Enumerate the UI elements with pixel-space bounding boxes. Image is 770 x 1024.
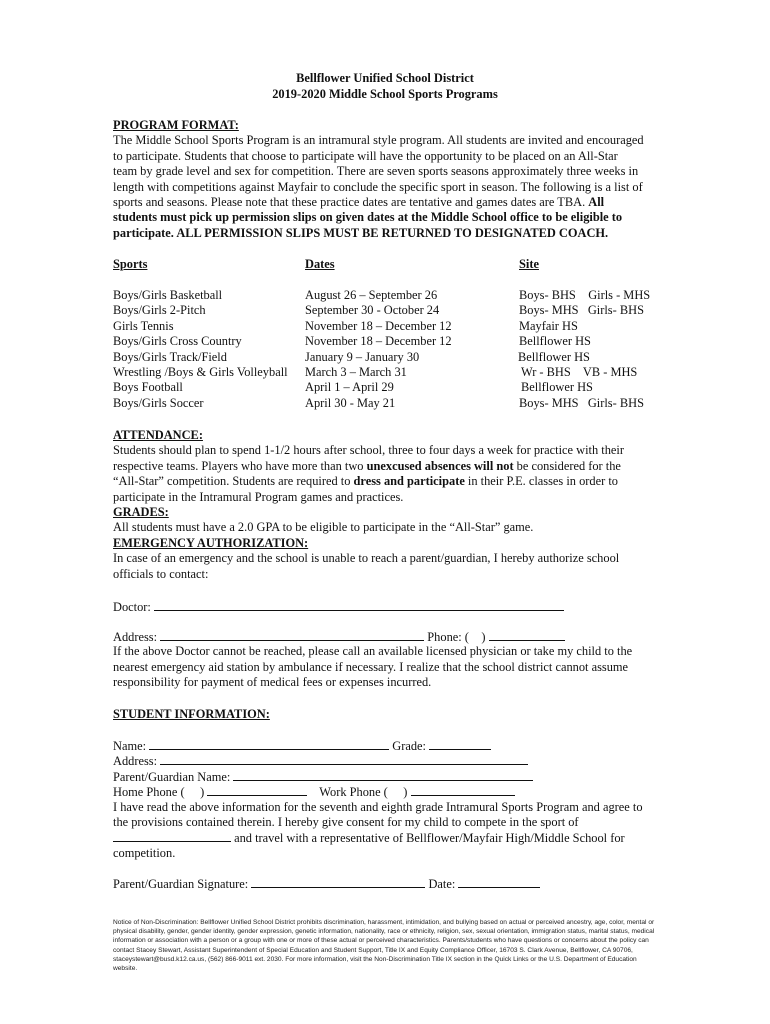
attendance-emphasis: unexcused absences will not (366, 458, 514, 473)
program-format-line (113, 195, 604, 210)
address-label: Address: (113, 630, 158, 644)
sport-cell: Boys/Girls Track/Field (113, 349, 227, 364)
home-phone-label: Home Phone ( ) (113, 785, 205, 800)
emergency-line: In case of an emergency and the school is unable to reach a parent/guardian, I hereby authorize school (113, 551, 620, 566)
program-format-line-text: sports and seasons. Please note that these practice dates are tentative and games dates are TBA. (113, 195, 586, 209)
phone-label: Phone: ( ) (427, 630, 486, 644)
attendance-line: Students should plan to spend 1-1/2 hours after school, three to four days a week for practice with their (113, 443, 624, 458)
consent-line: and travel with a representative of Bellflower/Mayfair High/Middle School for (234, 831, 625, 846)
site-cell: Wr - BHS VB - MHS (521, 365, 638, 379)
guardian-name-field[interactable] (233, 769, 533, 781)
sport-cell: Boys/Girls 2-Pitch (113, 303, 206, 318)
program-format-line: The Middle School Sports Program is an intramural style program. All students are invited and encouraged (113, 133, 644, 148)
grades-text: All students must have a 2.0 GPA to be eligible to participate in the “All-Star” game. (113, 520, 534, 535)
program-format-bold-line: participate. ALL PERMISSION SLIPS MUST BE RETURNED TO DESIGNATED COACH. (113, 225, 609, 240)
site-cell: Mayfair HS (519, 318, 578, 333)
doctor-label: Doctor: (113, 600, 151, 614)
attendance-text: “All-Star” competition. Students are required to (113, 474, 354, 489)
attendance-heading: ATTENDANCE: (113, 428, 203, 442)
grade-label: Grade: (392, 739, 426, 753)
doctor-phone-field[interactable] (489, 629, 565, 641)
non-discrimination-notice: Notice of Non-Discrimination: Bellflower Unified School District prohibits discrimination, harassment, intimidation, and bullying based on actual or perceived ancestry, age, color, mental or physical disability, gender, gender identity, gender expression, genetic information, nationality, race or ethnicity, religion, sex, sexual orientation, immigration status, marital status, medical information or association with a person or a group with one or more of these actual or perceived characteristics. Parents/students who have questions or concerns about the policy can contact Stacey Stewart, Assistant Superintendent of Special Education and Student Support, Title IX and Equity Compliance Officer, 16703 S. Clark Avenue, Bellflower, CA 90706, staceystewart@busd.k12.ca.us, (562) 866-9011 ext. 2030. For more information, visit the Non-Discrimination Title IX section in the Quick Links or the U.S. Department of Education website. (113, 919, 655, 973)
dates-cell: November 18 – December 12 (305, 318, 452, 333)
dates-cell: April 1 – April 29 (305, 380, 394, 395)
emergency-heading: EMERGENCY AUTHORIZATION: (113, 535, 309, 550)
col-header-sports: Sports (113, 257, 148, 271)
program-format-bold: All (588, 195, 605, 209)
consent-sport-row (113, 830, 625, 846)
sport-cell: Wrestling /Boys & Girls Volleyball (113, 365, 288, 379)
attendance-line: participate in the Intramural Program games and practices. (113, 489, 404, 504)
student-info-heading: STUDENT INFORMATION: (113, 707, 270, 721)
site-cell: Boys- MHS Girls- BHS (519, 303, 644, 318)
program-format-bold-line: students must pick up permission slips on given dates at the Middle School office to be eligible to (113, 210, 623, 225)
program-title: 2019-2020 Middle School Sports Programs (272, 87, 498, 101)
site-cell: Bellflower HS (521, 380, 593, 395)
site-cell: Boys- BHS Girls - MHS (519, 288, 651, 302)
district-title: Bellflower Unified School District (296, 71, 474, 85)
name-grade-row (113, 738, 491, 754)
attendance-text: in their P.E. classes in order to (464, 474, 618, 489)
address-phone-row (113, 629, 565, 645)
sport-cell: Boys/Girls Basketball (113, 288, 223, 302)
attendance-line (113, 474, 618, 489)
consent-line: competition. (113, 845, 176, 860)
program-format-line: length with competitions against Mayfair to conclude the specific sport in season. The following is a list of (113, 179, 643, 194)
attendance-line (113, 459, 621, 474)
work-phone-label: Work Phone ( ) (319, 785, 408, 800)
col-header-dates: Dates (305, 257, 335, 271)
col-header-site: Site (519, 257, 539, 271)
attendance-emphasis: dress and participate (353, 474, 465, 489)
doctor-address-field[interactable] (160, 629, 424, 641)
signature-label: Parent/Guardian Signature: (113, 877, 249, 891)
dates-cell: August 26 – September 26 (305, 288, 438, 302)
sport-field[interactable] (113, 830, 231, 842)
program-format-line: team by grade level and sex for competition. There are seven sports seasons approximately three weeks in (113, 164, 639, 179)
doctor-row (113, 599, 564, 615)
program-format-heading: PROGRAM FORMAT: (113, 118, 239, 132)
home-phone-field[interactable] (207, 784, 307, 796)
site-cell: Bellflower HS (519, 334, 591, 349)
doctor-field[interactable] (154, 599, 564, 611)
grades-heading: GRADES: (113, 505, 169, 519)
consent-line: the provisions contained therein. I hereby give consent for my child to compete in the sport of (113, 815, 579, 829)
site-cell: Bellflower HS (518, 349, 590, 364)
consent-line: I have read the above information for the seventh and eighth grade Intramural Sports Program and agree to (113, 799, 643, 814)
attendance-text: respective teams. Players who have more than two (113, 458, 367, 473)
dates-cell: September 30 - October 24 (305, 303, 440, 318)
sport-cell: Boys/Girls Soccer (113, 395, 204, 410)
phones-row (113, 784, 515, 800)
signature-row (113, 876, 540, 892)
site-cell: Boys- MHS Girls- BHS (519, 395, 644, 410)
date-field[interactable] (458, 876, 540, 888)
dates-cell: January 9 – January 30 (305, 349, 420, 364)
attendance-text: be considered for the (513, 458, 621, 473)
dates-cell: March 3 – March 31 (305, 365, 407, 379)
name-label: Name: (113, 739, 147, 753)
student-address-field[interactable] (160, 753, 528, 765)
sport-cell: Boys Football (113, 380, 183, 395)
work-phone-field[interactable] (411, 784, 515, 796)
emergency-paragraph-line: If the above Doctor cannot be reached, please call an available licensed physician or take my child to the (113, 644, 633, 659)
guardian-label: Parent/Guardian Name: (113, 769, 231, 784)
date-label: Date: (428, 877, 456, 891)
grade-field[interactable] (429, 738, 491, 750)
student-address-label: Address: (113, 754, 158, 769)
emergency-paragraph-line: nearest emergency aid station by ambulance if necessary. I realize that the school district cannot assume (113, 659, 629, 674)
guardian-row (113, 769, 533, 785)
emergency-line: officials to contact: (113, 566, 209, 581)
signature-field[interactable] (251, 876, 425, 888)
sport-cell: Girls Tennis (113, 318, 174, 333)
dates-cell: April 30 - May 21 (305, 395, 396, 410)
dates-cell: November 18 – December 12 (305, 334, 452, 349)
sport-cell: Boys/Girls Cross Country (113, 334, 242, 349)
emergency-paragraph-line: responsibility for payment of medical fees or expenses incurred. (113, 675, 432, 690)
student-address-row (113, 753, 528, 769)
student-name-field[interactable] (149, 738, 389, 750)
program-format-line: to participate. Students that choose to participate will have the opportunity to be placed on an All-Star (113, 148, 618, 163)
